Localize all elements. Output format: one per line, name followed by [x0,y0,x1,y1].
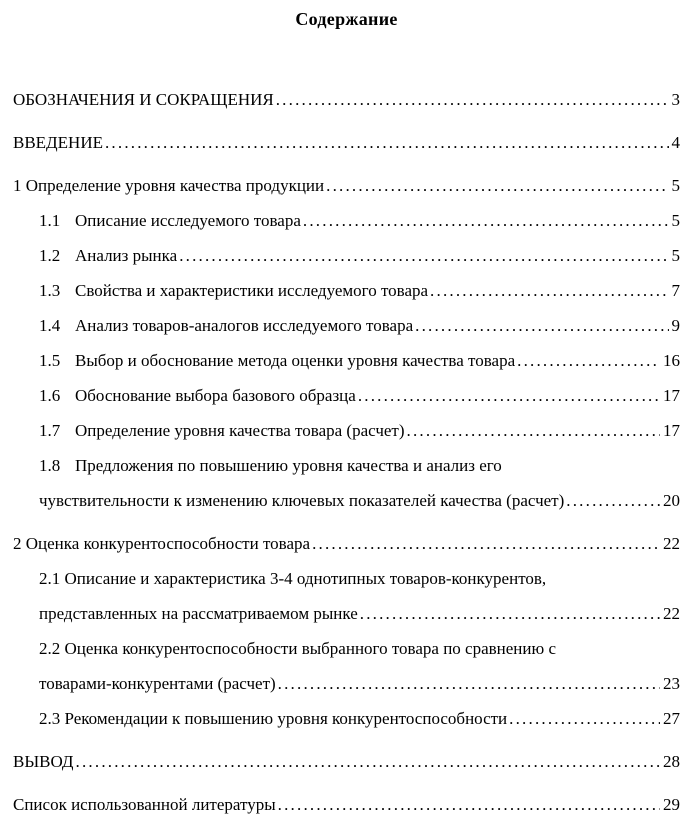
toc-entry-wrapped-last-line [39,604,680,639]
toc-entry-text: чувствительности к изменению ключевых показателей качества (расчет) [39,491,565,510]
toc-entry [13,795,680,818]
toc-entry-wrapped-last-line [39,674,680,709]
toc-entry-text: товарами-конкурентами (расчет) [39,674,276,693]
toc-page-number: 9 [671,316,680,335]
dot-leader [413,316,668,336]
toc-entry-text: 1 Определение уровня качества продукции [13,176,325,195]
toc-entry-wrapped-first-line [39,456,680,491]
toc-entry [13,133,680,168]
page-title: Содержание [295,9,398,29]
toc-entry [13,534,680,569]
toc-page-number: 4 [671,133,680,152]
dot-leader [358,604,660,624]
toc-entry-text: ВЫВОД [13,752,74,771]
dot-leader [515,351,660,371]
toc-entry-text: 2.3 Рекомендации к повышению уровня конкурентоспособности [39,709,508,728]
dot-leader [177,246,668,266]
dot-leader [564,491,660,511]
toc-page-number: 22 [663,604,680,623]
dot-leader [356,386,660,406]
toc-entry-number: 1.4 [39,316,61,335]
toc-entry [39,281,680,316]
toc-page-number: 22 [663,534,680,553]
toc-entry [39,246,680,281]
dot-leader [310,534,660,554]
toc-entry-number: 1.2 [39,246,61,265]
toc-page-number: 28 [663,752,680,771]
toc-page-number: 5 [671,211,680,230]
toc-page-number: 17 [663,421,680,440]
toc-entry-number: 1.8 [39,456,61,475]
dot-leader [301,211,669,231]
toc-entry [39,316,680,351]
toc-page-number: 7 [671,281,680,300]
dot-leader [405,421,660,441]
toc-entry-text: Определение уровня качества товара (расчет) [75,421,405,440]
toc-page-number: 27 [663,709,680,728]
toc-entry-text: ВВЕДЕНИЕ [13,133,103,152]
toc-entry-number: 1.5 [39,351,61,370]
toc-entry-wrapped-first-line [39,639,680,674]
toc-entry [13,90,680,125]
toc-page-number: 23 [663,674,680,693]
toc-entry-text: 2.2 Оценка конкурентоспособности выбранного товара по сравнению с [39,639,556,658]
toc-page-number: 3 [671,90,680,109]
dot-leader [507,709,660,729]
toc-entry-wrapped-first-line [39,569,680,604]
toc-entry-text: Обоснование выбора базового образца [75,386,356,405]
toc-entry-number: 1.7 [39,421,61,440]
dot-leader [276,795,660,815]
dot-leader [74,752,660,772]
toc-entry [13,752,680,787]
toc-entry-text: Свойства и характеристики исследуемого товара [75,281,429,300]
toc-entry-text: Анализ товаров-аналогов исследуемого товара [75,316,414,335]
dot-leader [324,176,668,196]
toc-entry-text: представленных на рассматриваемом рынке [39,604,358,623]
dot-leader [276,674,660,694]
toc-entry [13,176,680,211]
toc-entry-text: 2.1 Описание и характеристика 3-4 однотипных товаров-конкурентов, [39,569,547,588]
toc-entry-wrapped-last-line [39,491,680,526]
toc-entry-number: 1.3 [39,281,61,300]
toc-page-number: 20 [663,491,680,510]
toc-entry [39,421,680,456]
dot-leader [428,281,668,301]
toc-entry [39,386,680,421]
toc-entry-text: Анализ рынка [75,246,178,265]
toc-entry-text: Предложения по повышению уровня качества и анализ его [75,456,502,475]
toc-entry [39,211,680,246]
toc-entry-text: Описание исследуемого товара [75,211,301,230]
toc-entry-text: 2 Оценка конкурентоспособности товара [13,534,311,553]
toc-entry-text: ОБОЗНАЧЕНИЯ И СОКРАЩЕНИЯ [13,90,274,109]
toc-page-number: 29 [663,795,680,814]
table-of-contents [13,90,680,818]
toc-entry-number: 1.6 [39,386,61,405]
toc-page-number: 5 [671,246,680,265]
toc-page-number: 16 [663,351,680,370]
toc-entry-text: Список использованной литературы [13,795,276,814]
toc-entry [39,351,680,386]
dot-leader [103,133,669,153]
toc-entry [39,709,680,744]
dot-leader [274,90,669,110]
toc-entry-number: 1.1 [39,211,61,230]
toc-page-number: 17 [663,386,680,405]
toc-page-number: 5 [671,176,680,195]
toc-entry-text: Выбор и обоснование метода оценки уровня качества товара [75,351,516,370]
